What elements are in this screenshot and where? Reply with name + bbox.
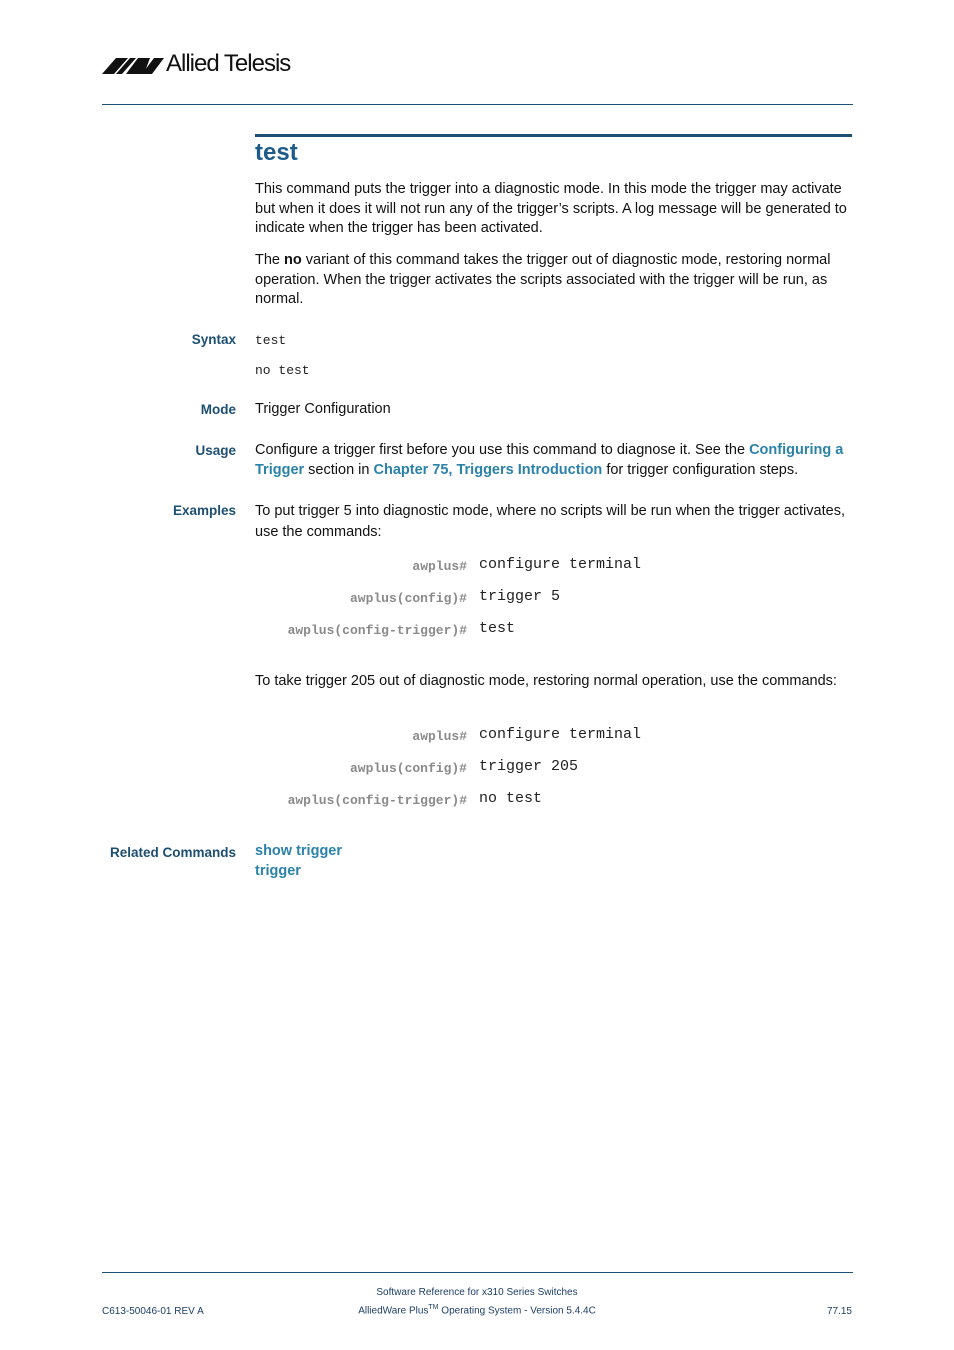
example1-prompt-2: awplus(config)# bbox=[349, 591, 467, 606]
footer-os-name: AlliedWare Plus bbox=[358, 1305, 429, 1317]
title-rule bbox=[255, 134, 852, 137]
example1-prompt-1: awplus# bbox=[412, 559, 467, 574]
examples-intro-2: To take trigger 205 out of diagnostic mode, restoring normal operation, use the commands: bbox=[255, 673, 837, 689]
example1-command-2: trigger 5 bbox=[479, 588, 561, 605]
mode-label: Mode bbox=[200, 402, 236, 417]
syntax-line-2: no test bbox=[255, 363, 310, 378]
syntax-line-1: test bbox=[255, 333, 287, 348]
usage-text-mid: section in bbox=[304, 461, 374, 478]
mode-value: Trigger Configuration bbox=[255, 401, 391, 417]
footer-os-version bbox=[0, 1304, 954, 1316]
page-title: test bbox=[255, 139, 298, 166]
p2-no-keyword: no bbox=[284, 252, 302, 268]
footer-doc-title: Software Reference for x310 Series Switches bbox=[376, 1287, 578, 1298]
example1-prompt-3: awplus(config-trigger)# bbox=[287, 623, 467, 638]
p2-text-end: variant of this command takes the trigger out of diagnostic mode, restoring normal operation. When the trigger activates the scripts associated with the trigger will be run, as normal. bbox=[255, 252, 831, 307]
triggers-introduction-link[interactable]: Chapter 75, Triggers Introduction bbox=[373, 461, 603, 478]
usage-paragraph bbox=[255, 441, 853, 480]
configuring-trigger-link[interactable]: Configuring a Trigger bbox=[255, 442, 844, 478]
example2-prompt-2: awplus(config)# bbox=[349, 761, 467, 776]
description-paragraph-1: This command puts the trigger into a diagnostic mode. In this mode the trigger may activate but when it does it will not run any of the trigger’s scripts. A log message will be generated to indicate when the trigger has been activated. bbox=[255, 181, 847, 236]
description-paragraph-2 bbox=[255, 251, 853, 310]
usage-text-end: for trigger configuration steps. bbox=[602, 461, 799, 478]
examples-intro-1: To put trigger 5 into diagnostic mode, where no scripts will be run when the trigger activates, use the commands: bbox=[255, 503, 845, 540]
p2-text-start: The bbox=[255, 252, 285, 268]
syntax-label: Syntax bbox=[191, 332, 236, 347]
related-commands-label: Related Commands bbox=[109, 845, 236, 860]
footer-trademark: TM bbox=[428, 1304, 439, 1311]
usage-label: Usage bbox=[195, 443, 236, 458]
footer-doc-id: C613-50046-01 REV A bbox=[102, 1306, 204, 1317]
footer-os-suffix: Operating System - Version 5.4.4C bbox=[438, 1305, 596, 1317]
related-link-trigger[interactable]: trigger bbox=[255, 863, 301, 879]
related-link-show-trigger[interactable]: show trigger bbox=[255, 843, 343, 859]
example2-command-2: trigger 205 bbox=[479, 758, 579, 775]
example1-command-1: configure terminal bbox=[479, 556, 642, 573]
example1-command-3: test bbox=[479, 620, 516, 637]
examples-label: Examples bbox=[172, 503, 236, 518]
brand-name: Allied Telesis bbox=[166, 50, 291, 77]
footer-rule bbox=[102, 1272, 853, 1273]
example2-prompt-3: awplus(config-trigger)# bbox=[287, 793, 467, 808]
header-rule bbox=[102, 104, 853, 105]
usage-text-start: Configure a trigger first before you use this command to diagnose it. See the bbox=[255, 442, 750, 458]
example2-command-3: no test bbox=[479, 790, 543, 807]
footer-page-number: 77.15 bbox=[826, 1306, 852, 1317]
example2-prompt-1: awplus# bbox=[412, 729, 467, 744]
example2-command-1: configure terminal bbox=[479, 726, 642, 743]
